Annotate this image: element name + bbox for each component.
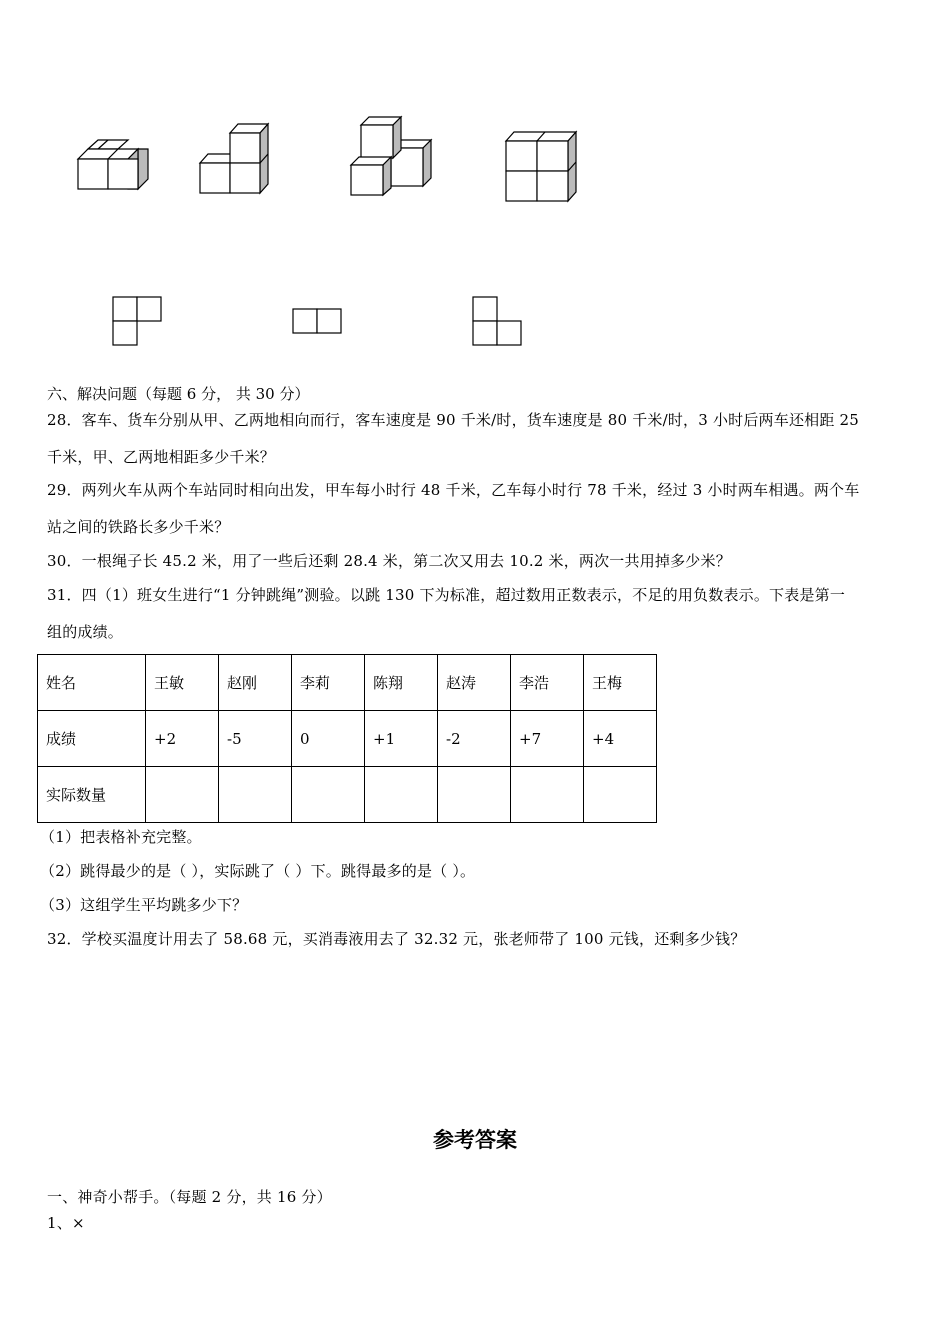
table-cell: -2 [438,711,511,767]
section6-title: 六、解决问题（每题 6 分， 共 30 分） [47,385,310,403]
view-figure-2 [292,308,344,336]
table-cell: +7 [511,711,584,767]
q32: 32．学校买温度计用去了 58.68 元，买消毒液用去了 32.32 元，张老师带了 100 元钱，还剩多少钱？ [47,930,746,948]
q28-line2: 千米，甲、乙两地相距多少千米？ [47,448,276,466]
table-cell [146,767,219,823]
answers-section1-title: 一、神奇小帮手。（每题 2 分，共 16 分） [47,1188,332,1206]
table-cell: 0 [292,711,365,767]
table-cell [365,767,438,823]
q29-line2: 站之间的铁路长多少千米？ [47,518,230,536]
table-row [38,767,657,823]
q31-sub2: （2）跳得最少的是（ ），实际跳了（ ）下。跳得最多的是（ ）。 [40,862,476,880]
table-cell: 王敏 [146,655,219,711]
table-cell [292,767,365,823]
table-cell: 成绩 [38,711,146,767]
table-cell: +4 [584,711,657,767]
table-cell: 李莉 [292,655,365,711]
table-cell: -5 [219,711,292,767]
table-cell: +2 [146,711,219,767]
table-cell [511,767,584,823]
q29-line1: 29．两列火车从两个车站同时相向出发，甲车每小时行 48 千米，乙车每小时行 78 千米，经过 3 小时两车相遇。两个车 [47,481,860,499]
answers-title: 参考答案 [433,1128,517,1152]
answer-item-1: 1、× [47,1214,85,1232]
table-cell [438,767,511,823]
cube-figure-4 [498,124,588,206]
score-table [37,654,657,823]
table-cell: 王梅 [584,655,657,711]
table-cell: +1 [365,711,438,767]
table-row [38,711,657,767]
table-cell: 陈翔 [365,655,438,711]
view-figure-3 [472,296,524,348]
view-figure-1 [112,296,164,348]
cube-figure-3 [345,110,440,200]
table-cell: 姓名 [38,655,146,711]
table-cell: 赵涛 [438,655,511,711]
cube-figure-2 [190,118,280,198]
q31-sub3: （3）这组学生平均跳多少下？ [40,896,248,914]
cube-figure-1 [70,134,160,194]
table-cell: 赵刚 [219,655,292,711]
table-cell: 李浩 [511,655,584,711]
table-row [38,655,657,711]
q31-line1: 31．四（1）班女生进行“1 分钟跳绳”测验。以跳 130 下为标准，超过数用正数表示，不足的用负数表示。下表是第一 [47,586,846,604]
q28-line1: 28．客车、货车分别从甲、乙两地相向而行，客车速度是 90 千米/时，货车速度是 80 千米/时，3 小时后两车还相距 25 [47,411,860,429]
q30: 30．一根绳子长 45.2 米，用了一些后还剩 28.4 米，第二次又用去 10.2 米，两次一共用掉多少米？ [47,552,731,570]
q31-line2: 组的成绩。 [47,623,124,641]
table-cell [584,767,657,823]
table-cell [219,767,292,823]
q31-sub1: （1）把表格补充完整。 [40,828,202,846]
table-cell: 实际数量 [38,767,146,823]
